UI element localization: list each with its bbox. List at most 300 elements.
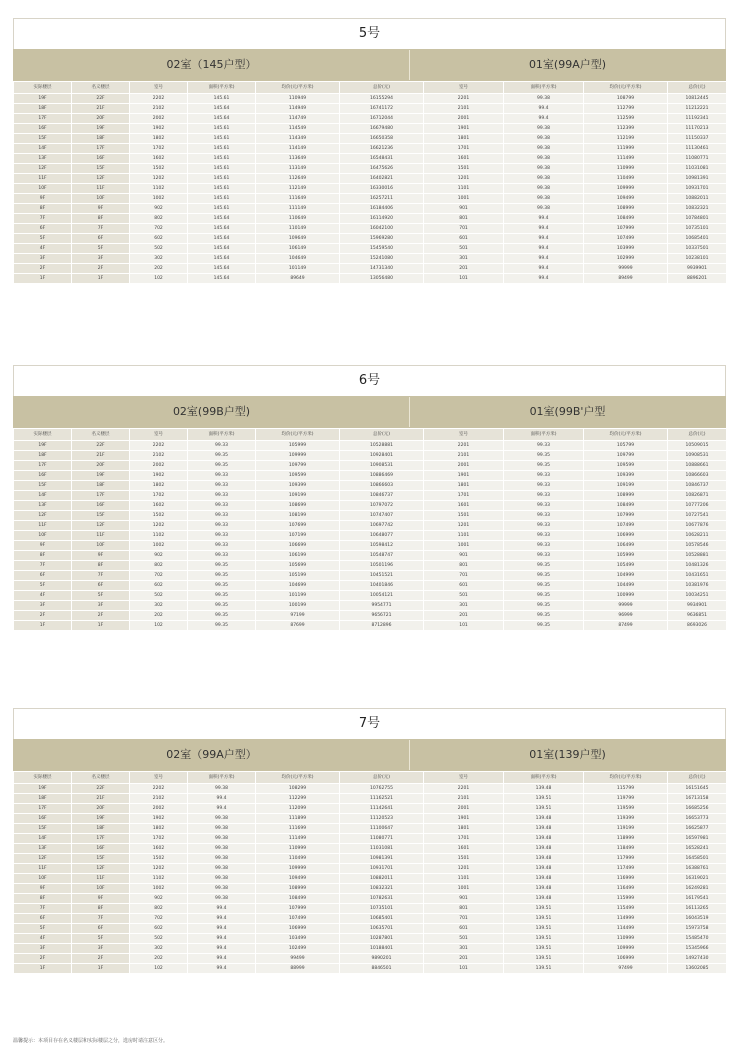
table-cell: 1902 <box>130 123 188 133</box>
building-block <box>13 365 726 631</box>
column-header: 实际楼层 <box>14 772 72 784</box>
column-header: 室号 <box>424 772 504 784</box>
table-cell: 802 <box>130 560 188 570</box>
building-title: 6号 <box>13 365 726 396</box>
table-row <box>14 803 727 813</box>
table-cell: 22F <box>72 93 130 103</box>
table-cell: 22F <box>72 440 130 450</box>
table-cell: 139.51 <box>504 943 584 953</box>
table-cell: 15485470 <box>668 933 727 943</box>
table-cell: 103499 <box>256 933 340 943</box>
table-cell: 8F <box>14 550 72 560</box>
table-cell: 118999 <box>584 833 668 843</box>
table-cell: 139.48 <box>504 873 584 883</box>
table-cell: 1602 <box>130 843 188 853</box>
table-cell: 99.33 <box>504 550 584 560</box>
table-cell: 99.4 <box>188 923 256 933</box>
unit-type-header <box>13 396 726 428</box>
right-unit-label: 01室(139户型) <box>409 740 725 770</box>
table-cell: 301 <box>424 943 504 953</box>
table-cell: 9954771 <box>340 600 424 610</box>
table-cell: 16712044 <box>340 113 424 123</box>
table-cell: 902 <box>130 893 188 903</box>
table-cell: 99.4 <box>504 263 584 273</box>
table-cell: 11142641 <box>340 803 424 813</box>
table-cell: 18F <box>72 133 130 143</box>
table-cell: 7F <box>72 570 130 580</box>
table-cell: 15345966 <box>668 943 727 953</box>
table-cell: 97199 <box>256 610 340 620</box>
table-cell: 6F <box>72 580 130 590</box>
price-table <box>13 771 727 974</box>
table-cell: 13F <box>14 843 72 853</box>
table-cell: 99.33 <box>188 480 256 490</box>
table-cell: 1602 <box>130 500 188 510</box>
table-cell: 2102 <box>130 103 188 113</box>
table-cell: 10931701 <box>668 183 727 193</box>
table-cell: 108999 <box>584 490 668 500</box>
table-cell: 10846737 <box>340 490 424 500</box>
table-cell: 10054121 <box>340 590 424 600</box>
table-cell: 109199 <box>256 490 340 500</box>
table-row <box>14 193 727 203</box>
table-cell: 118499 <box>584 843 668 853</box>
table-cell: 109599 <box>584 460 668 470</box>
table-cell: 99.33 <box>504 470 584 480</box>
table-cell: 9636851 <box>668 610 727 620</box>
unit-type-header <box>13 49 726 81</box>
table-cell: 107999 <box>256 903 340 913</box>
table-cell: 100199 <box>256 600 340 610</box>
table-cell: 1801 <box>424 133 504 143</box>
table-cell: 7F <box>72 223 130 233</box>
table-cell: 10735101 <box>668 223 727 233</box>
table-cell: 18F <box>72 823 130 833</box>
table-cell: 115499 <box>584 903 668 913</box>
table-cell: 2002 <box>130 803 188 813</box>
table-row <box>14 550 727 560</box>
table-cell: 113649 <box>256 153 340 163</box>
table-cell: 99.33 <box>188 530 256 540</box>
table-cell: 9656721 <box>340 610 424 620</box>
table-row <box>14 153 727 163</box>
table-cell: 102 <box>130 273 188 283</box>
table-cell: 108499 <box>584 500 668 510</box>
column-header: 均价(元/平方米) <box>256 772 340 784</box>
table-cell: 18F <box>72 480 130 490</box>
table-cell: 99.35 <box>504 590 584 600</box>
table-cell: 111999 <box>584 143 668 153</box>
table-cell: 99.35 <box>188 450 256 460</box>
table-cell: 108799 <box>584 93 668 103</box>
table-cell: 145.61 <box>188 93 256 103</box>
table-cell: 9F <box>14 540 72 550</box>
table-cell: 19F <box>72 813 130 823</box>
table-cell: 2002 <box>130 113 188 123</box>
table-cell: 145.64 <box>188 213 256 223</box>
table-cell: 10928401 <box>340 450 424 460</box>
table-cell: 109599 <box>256 470 340 480</box>
table-cell: 2202 <box>130 440 188 450</box>
table-row <box>14 520 727 530</box>
table-cell: 301 <box>424 600 504 610</box>
table-cell: 14F <box>14 833 72 843</box>
table-cell: 2201 <box>424 93 504 103</box>
table-cell: 7F <box>14 560 72 570</box>
table-cell: 10401846 <box>340 580 424 590</box>
table-cell: 14F <box>14 143 72 153</box>
table-cell: 10677876 <box>668 520 727 530</box>
table-cell: 501 <box>424 590 504 600</box>
table-cell: 16319021 <box>668 873 727 883</box>
table-row <box>14 440 727 450</box>
table-cell: 5F <box>72 243 130 253</box>
table-row <box>14 173 727 183</box>
table-cell: 8896201 <box>668 273 727 283</box>
table-cell: 99.35 <box>188 580 256 590</box>
table-cell: 99.38 <box>504 143 584 153</box>
table-cell: 101 <box>424 273 504 283</box>
column-header: 面积(平方米) <box>504 772 584 784</box>
table-cell: 96999 <box>584 610 668 620</box>
table-row <box>14 93 727 103</box>
table-cell: 4F <box>14 590 72 600</box>
table-cell: 112799 <box>584 103 668 113</box>
table-cell: 10797072 <box>340 500 424 510</box>
table-cell: 139.48 <box>504 823 584 833</box>
table-cell: 10481326 <box>668 560 727 570</box>
table-cell: 10337501 <box>668 243 727 253</box>
table-cell: 99.4 <box>188 963 256 973</box>
table-cell: 2201 <box>424 783 504 793</box>
table-cell: 115799 <box>584 783 668 793</box>
table-row <box>14 903 727 913</box>
table-cell: 145.64 <box>188 233 256 243</box>
table-row <box>14 253 727 263</box>
table-cell: 1F <box>72 620 130 630</box>
table-cell: 108999 <box>584 203 668 213</box>
table-cell: 601 <box>424 233 504 243</box>
table-cell: 110499 <box>584 173 668 183</box>
table-cell: 106999 <box>584 953 668 963</box>
table-row <box>14 893 727 903</box>
table-cell: 145.64 <box>188 253 256 263</box>
table-cell: 12F <box>14 510 72 520</box>
table-cell: 99.33 <box>188 490 256 500</box>
table-cell: 10431651 <box>668 570 727 580</box>
table-cell: 139.51 <box>504 793 584 803</box>
table-cell: 109399 <box>256 480 340 490</box>
table-cell: 106999 <box>256 923 340 933</box>
table-cell: 19F <box>14 93 72 103</box>
table-cell: 11212221 <box>668 103 727 113</box>
table-row <box>14 470 727 480</box>
table-cell: 1601 <box>424 843 504 853</box>
table-cell: 99.38 <box>504 193 584 203</box>
table-cell: 99.4 <box>188 803 256 813</box>
table-cell: 114549 <box>256 123 340 133</box>
table-cell: 12F <box>72 863 130 873</box>
column-header: 面积(平方米) <box>504 429 584 441</box>
table-cell: 16653773 <box>668 813 727 823</box>
left-unit-label: 02室（145户型） <box>166 58 257 71</box>
table-cell: 10832321 <box>668 203 727 213</box>
table-cell: 9F <box>72 893 130 903</box>
table-cell: 99.33 <box>188 540 256 550</box>
table-cell: 1501 <box>424 510 504 520</box>
table-cell: 1F <box>72 273 130 283</box>
column-header: 名义楼层 <box>72 429 130 441</box>
table-cell: 10509015 <box>668 440 727 450</box>
table-cell: 10727541 <box>668 510 727 520</box>
table-cell: 1102 <box>130 530 188 540</box>
table-row <box>14 610 727 620</box>
table-cell: 99.35 <box>188 570 256 580</box>
table-cell: 16475626 <box>340 163 424 173</box>
table-cell: 102999 <box>584 253 668 263</box>
table-row <box>14 243 727 253</box>
table-cell: 106699 <box>256 540 340 550</box>
table-cell: 112649 <box>256 173 340 183</box>
table-cell: 20F <box>72 113 130 123</box>
table-cell: 10238101 <box>668 253 727 263</box>
table-cell: 101 <box>424 620 504 630</box>
table-cell: 1201 <box>424 863 504 873</box>
table-cell: 89649 <box>256 273 340 283</box>
table-cell: 1502 <box>130 510 188 520</box>
table-cell: 99.35 <box>188 590 256 600</box>
table-cell: 145.61 <box>188 173 256 183</box>
table-cell: 110999 <box>584 163 668 173</box>
table-cell: 99.33 <box>504 490 584 500</box>
table-cell: 105499 <box>584 560 668 570</box>
table-cell: 99.35 <box>504 580 584 590</box>
table-cell: 117999 <box>584 853 668 863</box>
building-title: 7号 <box>13 708 726 739</box>
table-row <box>14 813 727 823</box>
table-cell: 1702 <box>130 490 188 500</box>
table-cell: 99.35 <box>504 460 584 470</box>
table-cell: 10886469 <box>340 470 424 480</box>
table-row <box>14 823 727 833</box>
table-cell: 6F <box>72 233 130 243</box>
table-cell: 601 <box>424 923 504 933</box>
table-cell: 145.64 <box>188 223 256 233</box>
table-cell: 19F <box>14 783 72 793</box>
table-cell: 99.38 <box>188 833 256 843</box>
table-cell: 902 <box>130 203 188 213</box>
table-cell: 1F <box>14 620 72 630</box>
table-cell: 301 <box>424 253 504 263</box>
column-header: 名义楼层 <box>72 772 130 784</box>
table-cell: 11F <box>14 520 72 530</box>
table-cell: 139.51 <box>504 923 584 933</box>
table-cell: 16548431 <box>340 153 424 163</box>
table-cell: 104649 <box>256 253 340 263</box>
table-row <box>14 133 727 143</box>
table-row <box>14 530 727 540</box>
table-cell: 109199 <box>584 480 668 490</box>
table-cell: 5F <box>72 590 130 600</box>
table-cell: 16155294 <box>340 93 424 103</box>
table-cell: 1802 <box>130 480 188 490</box>
table-cell: 145.61 <box>188 143 256 153</box>
table-cell: 10548747 <box>340 550 424 560</box>
table-cell: 107499 <box>256 913 340 923</box>
table-row <box>14 913 727 923</box>
table-cell: 111899 <box>256 813 340 823</box>
table-cell: 10F <box>14 530 72 540</box>
table-cell: 110149 <box>256 223 340 233</box>
table-cell: 2001 <box>424 113 504 123</box>
table-cell: 16679480 <box>340 123 424 133</box>
table-cell: 7F <box>72 913 130 923</box>
left-unit-label: 02室（99A户型） <box>166 748 257 761</box>
table-cell: 112149 <box>256 183 340 193</box>
table-cell: 1502 <box>130 853 188 863</box>
table-cell: 702 <box>130 223 188 233</box>
table-cell: 88999 <box>256 963 340 973</box>
table-cell: 21F <box>72 450 130 460</box>
table-row <box>14 590 727 600</box>
table-cell: 9939901 <box>668 263 727 273</box>
table-cell: 15F <box>14 823 72 833</box>
table-cell: 2102 <box>130 450 188 460</box>
table-cell: 114499 <box>584 923 668 933</box>
table-row <box>14 953 727 963</box>
column-header: 室号 <box>130 429 188 441</box>
table-cell: 99.33 <box>504 520 584 530</box>
table-cell: 1901 <box>424 470 504 480</box>
table-cell: 106999 <box>584 530 668 540</box>
table-cell: 10598412 <box>340 540 424 550</box>
table-cell: 10F <box>14 873 72 883</box>
table-cell: 1101 <box>424 183 504 193</box>
table-cell: 145.61 <box>188 203 256 213</box>
table-cell: 99.4 <box>188 953 256 963</box>
table-cell: 1902 <box>130 813 188 823</box>
table-row <box>14 923 727 933</box>
table-cell: 2F <box>14 263 72 273</box>
table-cell: 109649 <box>256 233 340 243</box>
table-cell: 5F <box>14 233 72 243</box>
table-cell: 99.33 <box>188 470 256 480</box>
table-cell: 99.4 <box>504 113 584 123</box>
table-cell: 9F <box>72 203 130 213</box>
table-cell: 18F <box>14 103 72 113</box>
table-cell: 2101 <box>424 450 504 460</box>
table-cell: 602 <box>130 580 188 590</box>
table-cell: 145.64 <box>188 243 256 253</box>
table-cell: 104499 <box>584 580 668 590</box>
table-cell: 101199 <box>256 590 340 600</box>
table-cell: 12F <box>14 853 72 863</box>
table-cell: 139.48 <box>504 783 584 793</box>
table-cell: 15F <box>14 133 72 143</box>
table-cell: 107499 <box>584 233 668 243</box>
table-row <box>14 620 727 630</box>
table-cell: 202 <box>130 610 188 620</box>
table-cell: 8712896 <box>340 620 424 630</box>
table-cell: 108999 <box>256 883 340 893</box>
table-cell: 801 <box>424 213 504 223</box>
table-cell: 4F <box>14 933 72 943</box>
table-cell: 14927430 <box>668 953 727 963</box>
table-cell: 2F <box>14 953 72 963</box>
table-cell: 145.61 <box>188 193 256 203</box>
table-cell: 2202 <box>130 93 188 103</box>
table-cell: 110949 <box>256 93 340 103</box>
table-cell: 11F <box>72 530 130 540</box>
table-cell: 1802 <box>130 823 188 833</box>
table-cell: 99.38 <box>504 203 584 213</box>
table-cell: 10735101 <box>340 903 424 913</box>
table-cell: 112399 <box>584 123 668 133</box>
table-cell: 16330016 <box>340 183 424 193</box>
table-row <box>14 580 727 590</box>
table-cell: 1601 <box>424 153 504 163</box>
column-header: 均价(元/平方米) <box>256 429 340 441</box>
table-row <box>14 510 727 520</box>
table-cell: 17F <box>72 833 130 843</box>
table-cell: 802 <box>130 213 188 223</box>
table-cell: 10782631 <box>340 893 424 903</box>
table-cell: 1702 <box>130 833 188 843</box>
table-row <box>14 123 727 133</box>
table-cell: 1201 <box>424 520 504 530</box>
table-cell: 139.51 <box>504 963 584 973</box>
table-cell: 109799 <box>584 450 668 460</box>
table-cell: 16528241 <box>668 843 727 853</box>
table-cell: 1102 <box>130 183 188 193</box>
table-cell: 501 <box>424 243 504 253</box>
table-row <box>14 450 727 460</box>
table-row <box>14 273 727 283</box>
table-cell: 11162521 <box>340 793 424 803</box>
table-cell: 1701 <box>424 143 504 153</box>
table-cell: 16F <box>14 813 72 823</box>
table-cell: 139.48 <box>504 883 584 893</box>
table-cell: 1801 <box>424 480 504 490</box>
table-cell: 109799 <box>256 460 340 470</box>
table-cell: 107699 <box>256 520 340 530</box>
table-cell: 99.38 <box>188 863 256 873</box>
table-row <box>14 943 727 953</box>
table-cell: 1101 <box>424 530 504 540</box>
column-header: 面积(平方米) <box>188 429 256 441</box>
table-cell: 145.61 <box>188 123 256 133</box>
table-cell: 139.51 <box>504 803 584 813</box>
table-cell: 6F <box>14 223 72 233</box>
table-cell: 99.35 <box>504 610 584 620</box>
table-row <box>14 833 727 843</box>
table-cell: 99.35 <box>188 560 256 570</box>
column-header-row <box>14 82 727 94</box>
table-cell: 10578546 <box>668 540 727 550</box>
table-cell: 139.48 <box>504 833 584 843</box>
table-cell: 17F <box>14 460 72 470</box>
table-cell: 99999 <box>584 263 668 273</box>
table-cell: 1902 <box>130 470 188 480</box>
table-cell: 10762755 <box>340 783 424 793</box>
table-cell: 139.48 <box>504 863 584 873</box>
table-cell: 201 <box>424 953 504 963</box>
table-cell: 99.38 <box>188 783 256 793</box>
table-row <box>14 213 727 223</box>
table-cell: 99.4 <box>188 943 256 953</box>
table-row <box>14 963 727 973</box>
table-cell: 302 <box>130 600 188 610</box>
